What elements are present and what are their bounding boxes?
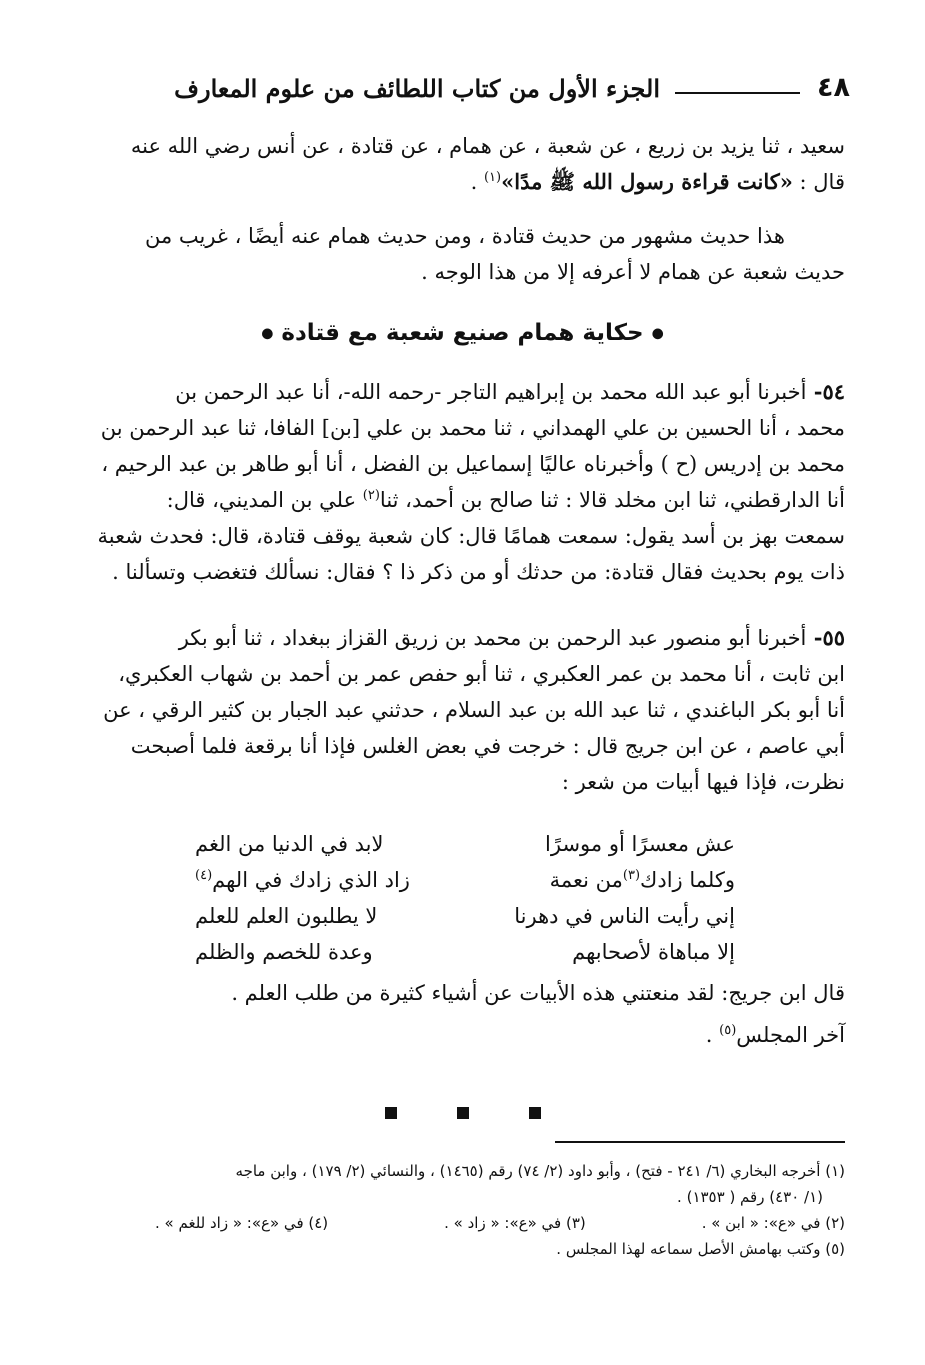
poem-hemistich: وعدة للخصم والظلم: [195, 940, 373, 964]
commentary-text: [77, 218, 845, 290]
poem-hemistich: إني رأيت الناس في دهرنا: [514, 904, 735, 928]
hadith-quote: «كانت قراءة رسول الله ﷺ مدًا»: [501, 169, 793, 194]
bullet-icon: ●: [651, 325, 664, 342]
footnote-ref: (٥): [719, 1023, 737, 1038]
text-line: حديث شعبة عن همام لا أعرفه إلا من هذا الوجه .: [421, 260, 845, 284]
square-ornament: [529, 1107, 541, 1119]
footnotes: [75, 1158, 845, 1262]
footnote-1: (١) أخرجه البخاري (٦/ ٢٤١ - فتح) ، وأبو داود (٢/ ٧٤) رقم (١٤٦٥) ، والنسائي (٢/ ١٧٩) ، وابن ماجه: [235, 1162, 845, 1180]
square-ornament: [457, 1107, 469, 1119]
text-line: قال ابن جريج: لقد منعتني هذه الأبيات عن أشياء كثيرة من طلب العلم .: [231, 981, 845, 1005]
opening-text: [77, 128, 845, 200]
footnote-ref: (٣): [622, 868, 641, 883]
text-line: ذات يوم بحديث فقال قتادة: من حدثك أو من ذكر ذا ؟ فقال: نسألك فتغضب وتسألنا .: [112, 560, 845, 584]
footnote-1-continued: (١/ ٤٣٠) رقم ( ١٣٥٣) .: [677, 1188, 823, 1206]
poem-hemistich: عش معسرًا أو موسرًا: [545, 832, 735, 856]
text-line: أبي عاصم ، عن ابن جريج قال : خرجت في بعض الغلس فإذا أنا برقعة فلما أصبحت: [130, 734, 845, 758]
text-line: قال : «كانت قراءة رسول الله ﷺ مدًا»$^{(١)}$ .: [470, 169, 845, 194]
text-line: محمد ، أنا الحسين بن علي الهمداني ، ثنا محمد بن علي [بن] الفافا، ثنا عبد الرحمن بن: [100, 416, 845, 440]
running-title: الجزء الأول من كتاب اللطائف من علوم المعارف: [174, 74, 660, 103]
page-header: [70, 72, 850, 112]
header-rule: [675, 92, 800, 94]
text-line: نظرت، فإذا فيها أبيات من شعر :: [561, 770, 845, 794]
text-line: أنا الدارقطني، ثنا ابن مخلد قالا : ثنا صالح بن أحمد، ثنا$^{(٢)}$ علي بن المديني، قال:: [166, 488, 845, 512]
text-line: سمعت بهز بن أسد يقول: سمعت همامًا قال: كان شعبة يوقف قتادة، قال: فحدث شعبة: [97, 524, 845, 548]
page-number: ٤٨: [817, 72, 850, 103]
text-line: أنا أبو بكر الباغندي ، ثنا عبد الله بن عبد السلام ، حدثني عبد الجبار بن كثير الرقي ، عن: [103, 698, 845, 722]
section-divider: [0, 1104, 925, 1123]
footnote-ref: (١): [483, 170, 502, 185]
poem-verse: [195, 826, 735, 862]
poem-hemistich: زاد الذي زادك في الهم$^{(٤)}$: [195, 868, 410, 892]
footnote-row: [75, 1210, 845, 1236]
footnote-4: (٤) في «ع»: « زاد للغم » .: [155, 1214, 329, 1232]
poem-hemistich: لابد في الدنيا من الغم: [195, 832, 384, 856]
paragraph-55: [77, 620, 845, 800]
footnote-2: (٢) في «ع»: « ابن » .: [701, 1214, 845, 1232]
footnote-3: (٣) في «ع»: « زاد » .: [444, 1214, 586, 1232]
closing-text: [75, 972, 845, 1056]
footnote-rule: [555, 1141, 845, 1143]
paragraph-54: [77, 374, 845, 590]
footnote-ref: (٢): [362, 488, 380, 503]
text-line: سعيد ، ثنا يزيد بن زريع ، عن شعبة ، عن همام ، عن قتادة ، عن أنس رضي الله عنه: [130, 134, 845, 158]
paragraph-number: ٥٤-: [806, 379, 845, 404]
text-line: ٥٥- أخبرنا أبو منصور عبد الرحمن بن محمد بن زريق القزاز ببغداد ، ثنا أبو بكر: [178, 625, 845, 650]
text-line: محمد بن إدريس (ح ) وأخبرناه عاليًا إسماعيل بن الفضل ، أنا أبو طاهر بن عبد الرحيم ،: [101, 452, 845, 476]
poem-verse: [195, 898, 735, 934]
bullet-icon: ●: [261, 325, 274, 342]
text-line: آخر المجلس$^{(٥)}$ .: [705, 1023, 845, 1047]
text-line: ٥٤- أخبرنا أبو عبد الله محمد بن إبراهيم التاجر -رحمه الله-، أنا عبد الرحمن بن: [175, 379, 845, 404]
poem-hemistich: لا يطلبون العلم للعلم: [195, 904, 378, 928]
poem-verse: [195, 862, 735, 898]
poem-hemistich: إلا مباهاة لأصحابهم: [572, 940, 735, 964]
poem-hemistich: وكلما زادك$^{(٣)}$من نعمة: [549, 868, 735, 892]
poem: [195, 826, 735, 970]
paragraph-number: ٥٥-: [806, 625, 845, 650]
section-title: ● حكاية همام صنيع شعبة مع قتادة ●: [261, 320, 664, 346]
footnote-ref: (٤): [195, 868, 213, 883]
square-ornament: [385, 1107, 397, 1119]
text-line: ابن ثابت ، أنا محمد بن عمر العكبري ، ثنا أبو حفص عمر بن أحمد بن شهاب العكبري،: [118, 662, 845, 686]
poem-verse: [195, 934, 735, 970]
text-line: هذا حديث مشهور من حديث قتادة ، ومن حديث همام عنه أيضًا ، غريب من: [144, 224, 785, 248]
footnote-5: (٥) وكتب بهامش الأصل سماعه لهذا المجلس .: [556, 1240, 845, 1258]
